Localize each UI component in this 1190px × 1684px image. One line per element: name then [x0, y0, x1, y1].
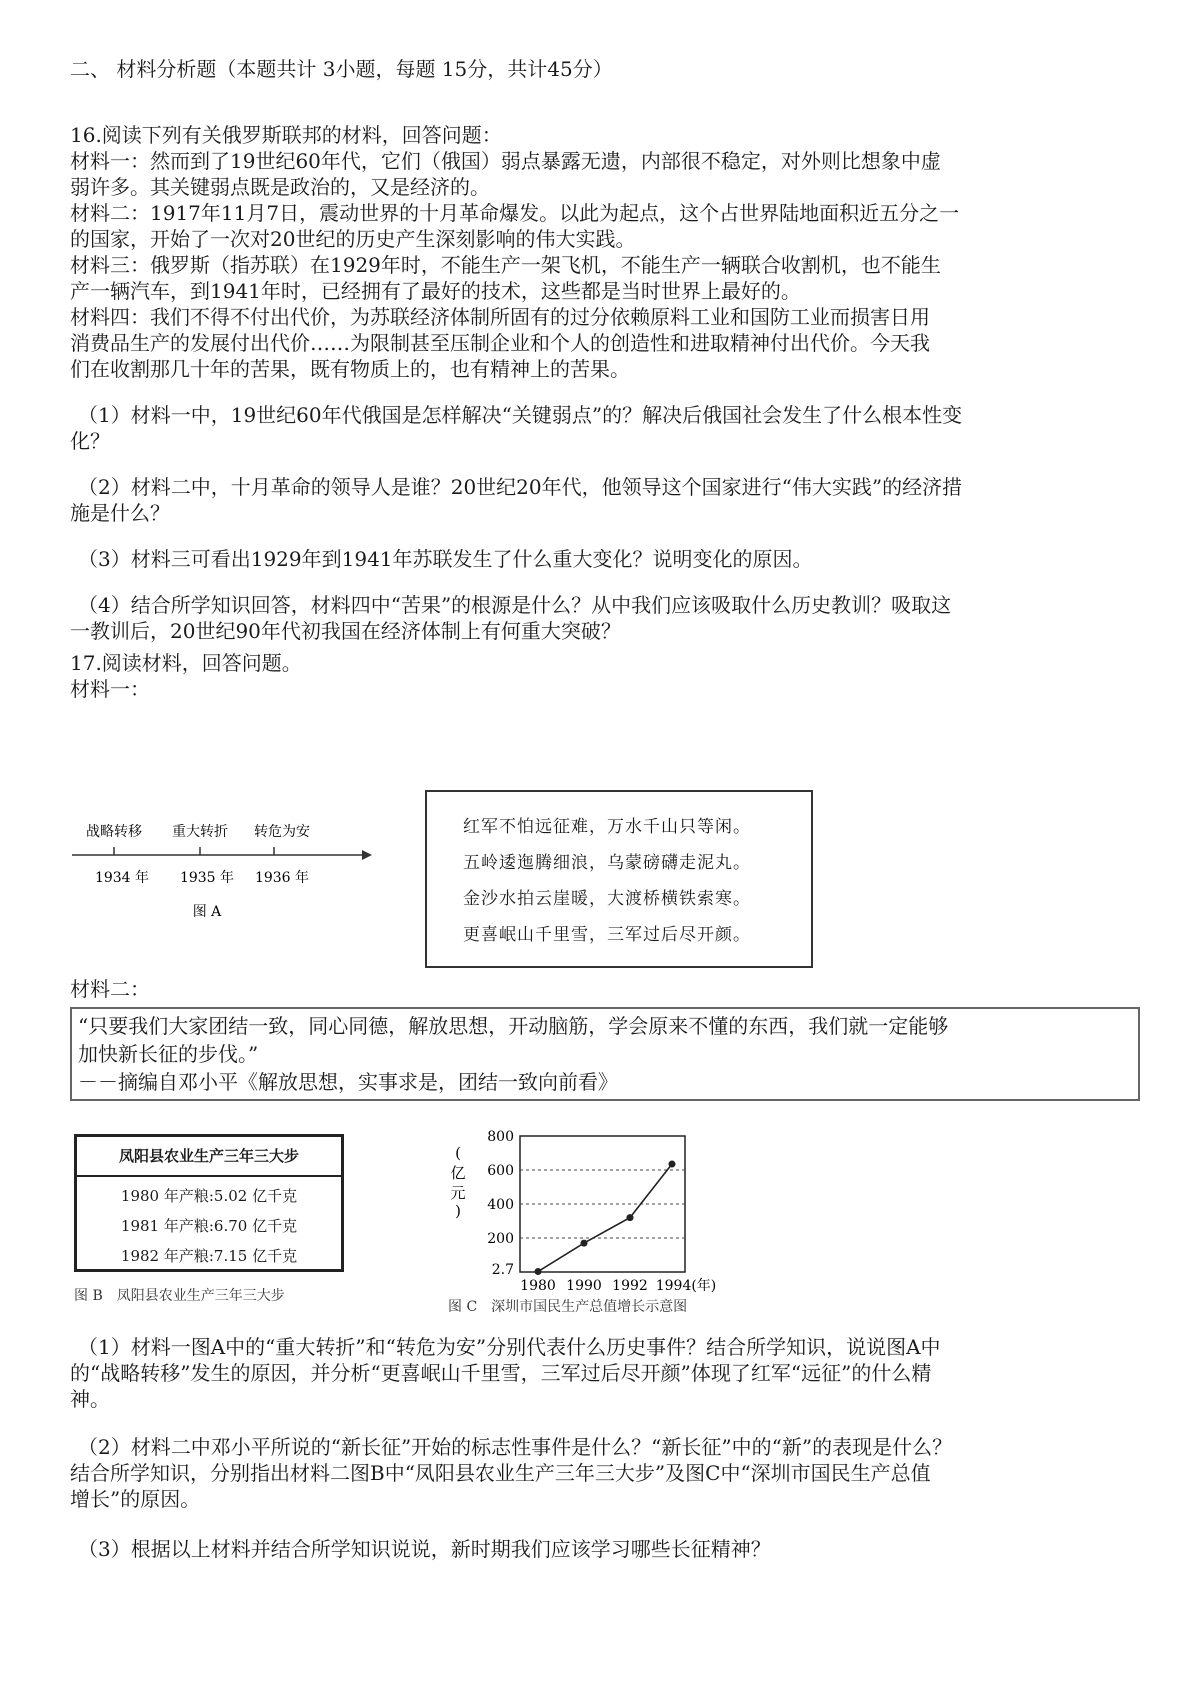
q17-sub1-line-2: 的“战略转移”发生的原因，并分析“更喜岷山千里雪，三军过后尽开颜”体现了红军“远征”的什么精 [70, 1361, 932, 1385]
chart-y-axis-label-paren-open: ( [455, 1144, 461, 1162]
chart-x-tick-1: 1990 [566, 1278, 602, 1292]
chart-point-1994 [669, 1161, 676, 1168]
chart-point-1992 [627, 1214, 634, 1221]
chart-y-tick-600: 600 [487, 1163, 514, 1179]
chart-point-1980 [535, 1268, 542, 1275]
timeline-event-1: 战略转移 [86, 824, 142, 840]
chart-y-tick-base: 2.7 [491, 1262, 514, 1278]
q16-sub4-line-2: 一教训后，20世纪90年代初我国在经济体制上有何重大突破？ [70, 619, 621, 643]
figure-b-row-1982: 1982 年产粮:7.15 亿千克 [120, 1247, 298, 1265]
q16-material-4-line-3: 们在收割那几十年的苦果，既有物质上的，也有精神上的苦果。 [70, 357, 630, 381]
figure-b-table [74, 1134, 344, 1272]
figure-a-caption: 图 A [192, 904, 222, 920]
chart-x-tick-3: 1994(年) [655, 1278, 717, 1292]
figure-c-line-chart [440, 1122, 740, 1292]
figure-c-caption: 图 C 深圳市国民生产总值增长示意图 [448, 1299, 688, 1315]
q16-material-3-line-2: 产一辆汽车，到1941年时，已经拥有了最好的技术，这些都是当时世界上最好的。 [70, 279, 801, 303]
figure-b-divider [77, 1175, 341, 1177]
timeline-event-2: 重大转折 [172, 824, 228, 840]
q16-sub2-line-1: （2）材料二中，十月革命的领导人是谁？20世纪20年代，他领导这个国家进行“伟大实践”的经济措 [78, 475, 963, 499]
q16-material-4-line-2: 消费品生产的发展付出代价……为限制甚至压制企业和个人的创造性和进取精神付出代价。今天我 [70, 331, 930, 355]
chart-y-tick-400: 400 [487, 1197, 514, 1213]
q17-sub2-line-2: 结合所学知识，分别指出材料二图B中“凤阳县农业生产三年三大步”及图C中“深圳市国民生产总值 [70, 1461, 931, 1485]
figure-a-timeline [72, 790, 382, 940]
long-march-poem-box [425, 790, 813, 968]
quote-line-2: 加快新长征的步伐。” [78, 1042, 259, 1066]
chart-point-1990 [581, 1240, 588, 1247]
figure-b-row-1981: 1981 年产粮:6.70 亿千克 [120, 1217, 298, 1235]
q16-material-3-line-1: 材料三：俄罗斯（指苏联）在1929年时，不能生产一架飞机，不能生产一辆联合收割机，也不能生 [70, 253, 941, 277]
q17-sub2-line-3: 增长”的原因。 [70, 1487, 201, 1511]
q17-material-1-label: 材料一： [70, 677, 150, 701]
section-heading: 二、 材料分析题（本题共计 3小题，每题 15分，共计45分） [70, 57, 613, 81]
figure-b-row-1980: 1980 年产粮:5.02 亿千克 [120, 1187, 298, 1205]
poem-line-3: 金沙水拍云崖暖，大渡桥横铁索寒。 [463, 889, 751, 909]
timeline-event-3: 转危为安 [254, 824, 310, 840]
figure-b-caption: 图 B 凤阳县农业生产三年三大步 [74, 1288, 285, 1304]
timeline-graphic [72, 790, 382, 940]
q16-sub2-line-2: 施是什么？ [70, 501, 170, 525]
chart-y-tick-200: 200 [487, 1231, 514, 1247]
q17-material-2-label: 材料二： [70, 977, 150, 1001]
timeline-arrow [362, 850, 372, 860]
q16-intro: 16.阅读下列有关俄罗斯联邦的材料，回答问题： [70, 123, 502, 147]
deng-quote-box [70, 1007, 1140, 1101]
q16-material-4-line-1: 材料四：我们不得不付出代价，为苏联经济体制所固有的过分依赖原料工业和国防工业而损害日用 [70, 305, 930, 329]
q17-sub2-line-1: （2）材料二中邓小平所说的“新长征”开始的标志性事件是什么？“新长征”中的“新”的表现是什么？ [78, 1435, 953, 1459]
q16-sub1-line-2: 化？ [70, 429, 110, 453]
poem-line-2: 五岭逶迤腾细浪，乌蒙磅礴走泥丸。 [463, 853, 751, 873]
timeline-year-1: 1934 年 [94, 870, 150, 886]
chart-series-line [538, 1164, 672, 1271]
q16-sub3-line-1: （3）材料三可看出1929年到1941年苏联发生了什么重大变化？说明变化的原因。 [78, 547, 813, 571]
q17-sub3-line-1: （3）根据以上材料并结合所学知识说说，新时期我们应该学习哪些长征精神？ [78, 1537, 771, 1561]
q16-material-2-line-2: 的国家，开始了一次对20世纪的历史产生深刻影响的伟大实践。 [70, 227, 636, 251]
figure-b-title: 凤阳县农业生产三年三大步 [118, 1147, 299, 1165]
q16-material-1-line-1: 材料一：然而到了19世纪60年代，它们（俄国）弱点暴露无遗，内部很不稳定，对外则比想象中虚 [70, 149, 941, 173]
poem-line-4: 更喜岷山千里雪，三军过后尽开颜。 [463, 925, 751, 945]
q16-sub4-line-1: （4）结合所学知识回答，材料四中“苦果”的根源是什么？从中我们应该吸取什么历史教训？吸取这 [78, 593, 952, 617]
q17-sub1-line-1: （1）材料一图A中的“重大转折”和“转危为安”分别代表什么历史事件？结合所学知识，说说图A中 [78, 1335, 941, 1359]
chart-layer [487, 1129, 716, 1292]
chart-y-axis-label-char-2: 元 [450, 1184, 466, 1202]
poem-line-1: 红军不怕远征难，万水千山只等闲。 [463, 817, 751, 837]
chart-y-axis-label-paren-close: ) [455, 1202, 461, 1220]
q16-material-2-line-1: 材料二：1917年11月7日，震动世界的十月革命爆发。以此为起点，这个占世界陆地面积近五分之一 [70, 201, 960, 225]
q16-sub1-line-1: （1）材料一中，19世纪60年代俄国是怎样解决“关键弱点”的？解决后俄国社会发生了什么根本性变 [78, 403, 963, 427]
quote-source: －－摘编自邓小平《解放思想，实事求是，团结一致向前看》 [78, 1070, 618, 1094]
chart-y-axis-label-char-1: 亿 [450, 1164, 466, 1182]
quote-line-1: “只要我们大家团结一致，同心同德，解放思想，开动脑筋，学会原来不懂的东西，我们就一定能够 [78, 1014, 949, 1038]
timeline-year-3: 1936 年 [254, 870, 310, 886]
q17-sub1-line-3: 神。 [70, 1387, 110, 1411]
chart-y-tick-800: 800 [487, 1129, 514, 1145]
chart-x-tick-0: 1980 [520, 1278, 556, 1292]
timeline-year-2: 1935 年 [179, 870, 235, 886]
q16-material-1-line-2: 弱许多。其关键弱点既是政治的，又是经济的。 [70, 175, 490, 199]
chart-x-tick-2: 1992 [612, 1278, 648, 1292]
q17-intro: 17.阅读材料，回答问题。 [70, 651, 302, 675]
